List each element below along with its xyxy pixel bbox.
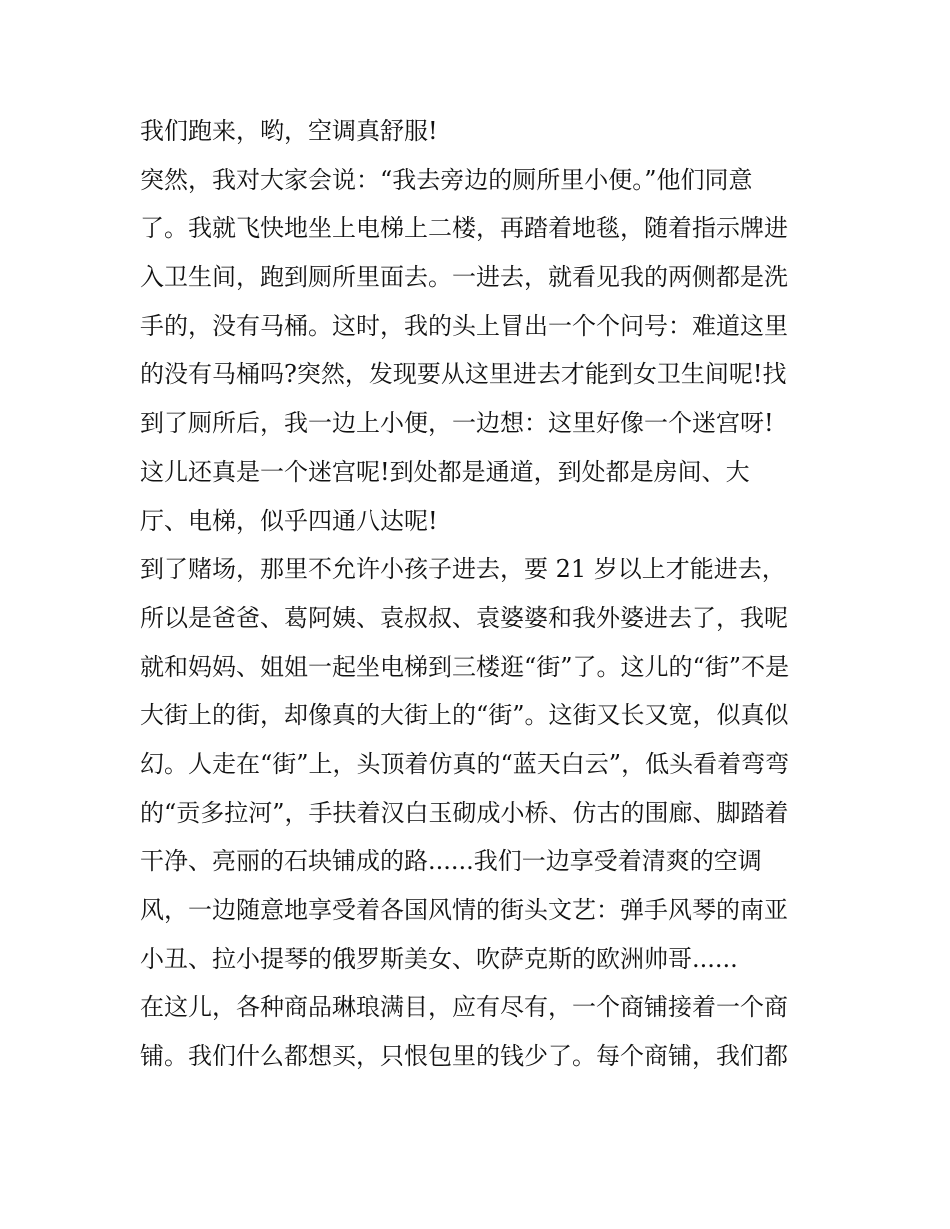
- text-line: 的“贡多拉河”，手扶着汉白玉砌成小桥、仿古的围廊、脚踏着: [140, 798, 789, 827]
- text-line: 干净、亮丽的石块铺成的路......我们一边享受着清爽的空调: [140, 847, 762, 876]
- text-line: 所以是爸爸、葛阿姨、袁叔叔、袁婆婆和我外婆进去了，我呢: [140, 603, 788, 632]
- text-line: 入卫生间，跑到厕所里面去。一进去，就看见我的两侧都是洗: [140, 263, 788, 292]
- text-line: 这儿还真是一个迷宫呢!到处都是通道，到处都是房间、大: [140, 457, 750, 486]
- text-line: 到了赌场，那里不允许小孩子进去，要 21 岁以上才能进去，: [140, 555, 786, 584]
- text-line: 小丑、拉小提琴的俄罗斯美女、吹萨克斯的欧洲帅哥......: [140, 944, 738, 973]
- text-line: 我们跑来，哟，空调真舒服!: [140, 117, 438, 145]
- text-line: 的没有马桶吗?突然，发现要从这里进去才能到女卫生间呢!找: [140, 360, 787, 389]
- body-text: [140, 107, 820, 1081]
- text-line: 风，一边随意地享受着各国风情的街头文艺：弹手风琴的南亚: [140, 896, 788, 924]
- text-line: 手的，没有马桶。这时，我的头上冒出一个个问号：难道这里: [140, 311, 788, 340]
- text-line: 了。我就飞快地坐上电梯上二楼，再踏着地毯，随着指示牌进: [140, 214, 788, 243]
- text-line: 幻。人走在“街”上，头顶着仿真的“蓝天白云”，低头看着弯弯: [140, 749, 790, 778]
- text-line: 就和妈妈、姐姐一起坐电梯到三楼逛“街”了。这儿的“街”不是: [140, 652, 790, 681]
- text-line: 大街上的街，却像真的大街上的“街”。这街又长又宽，似真似: [140, 701, 789, 730]
- text-line: 厅、电梯，似乎四通八达呢!: [140, 506, 438, 535]
- text-line: 突然，我对大家会说：“我去旁边的厕所里小便。”他们同意: [140, 165, 753, 194]
- text-line: 到了厕所后，我一边上小便，一边想：这里好像一个迷宫呀!: [140, 409, 774, 438]
- text-line: 铺。我们什么都想买，只恨包里的钱少了。每个商铺，我们都: [140, 1042, 788, 1071]
- text-line: 在这儿，各种商品琳琅满目，应有尽有，一个商铺接着一个商: [140, 993, 788, 1022]
